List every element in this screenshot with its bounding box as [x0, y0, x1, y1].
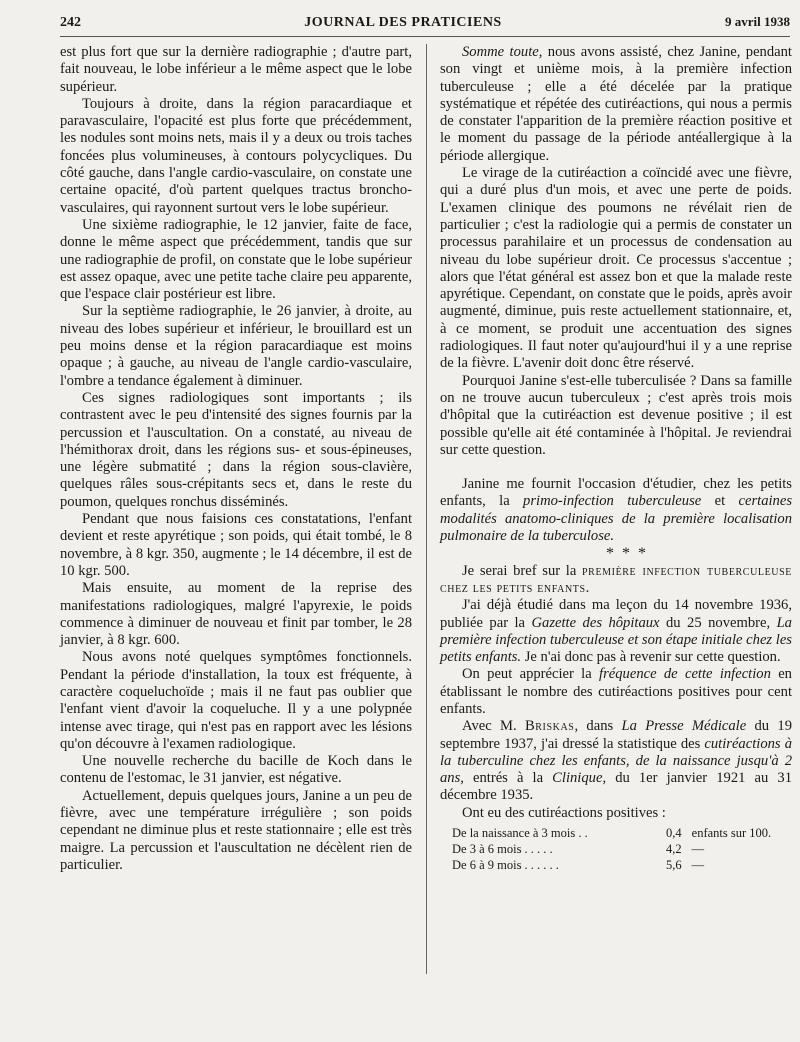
- page-number: 242: [60, 15, 81, 30]
- page-header: [60, 14, 790, 36]
- table-cell: 5,6: [666, 858, 682, 873]
- paragraph: Mais ensuite, au moment de la reprise des manifestations radiologiques, malgré l'apyrexie, le poids commence à diminuer de nouveau et finit par tomber, le 28 janvier, à 8 kgr. 600.: [60, 580, 412, 649]
- paragraph: J'ai déjà étudié dans ma leçon du 14 novembre 1936, publiée par la Gazette des hôpitaux du 25 novembre, La première infection tuberculeuse et son étape initiale chez les petits enfants. Je n'ai donc pas à revenir sur cette question.: [440, 597, 792, 666]
- table-row: [452, 857, 792, 873]
- column-divider: [426, 44, 427, 974]
- paragraph: Nous avons noté quelques symptômes fonctionnels. Pendant la période d'installation, la toux est fréquente, à caractère coqueluchoïde ; mais il ne faut pas oublier que l'enfant vient d'avoir la coqueluche. Il y a une polypnée intense avec tirage, qui n'est pas en rapport avec les lésions qu'on découvre à l'examen radiologique.: [60, 649, 412, 752]
- paragraph: Une sixième radiographie, le 12 janvier, faite de face, donne le même aspect que précédemment, tandis que sur une radiographie de profil, on constate que le lobe supérieur est assez opaque, avec une petite tache claire peu apparente, que l'espace clair postérieur est libre.: [60, 216, 412, 303]
- paragraph-summary: Somme toute, nous avons assisté, chez Janine, pendant son vingt et unième mois, à la première infection tuberculeuse ; elle a été décelée par la pratique systématique et répétée des cutiréactions, qui nous a permis de constater l'apparition de la première réaction positive et le moment du passage de la période antéallergique à la période allergique.: [440, 44, 792, 164]
- left-column: [60, 44, 412, 874]
- paragraph: Sur la septième radiographie, le 26 janvier, à droite, au niveau des lobes supérieur et inférieur, le brouillard est un peu moins dense et la région paracardiaque est moins opaque ; à gauche, au niveau de l'angle cardio-vasculaire, l'ombre a tendance également à diminuer.: [60, 303, 412, 389]
- table-cell: enfants sur 100.: [691, 826, 772, 841]
- paragraph-topic: Janine me fournit l'occasion d'étudier, chez les petits enfants, la primo-infection tuberculeuse et certaines modalités anatomo-cliniques de la première localisation pulmonaire de la tuberculose.: [440, 476, 792, 545]
- paragraph: Je serai bref sur la première infection tuberculeuse chez les petits enfants.: [440, 562, 792, 596]
- italic-lead: Somme toute,: [462, 44, 543, 60]
- paragraph: Ces signes radiologiques sont importants ; ils contrastent avec le peu d'intensité des signes fournis par la percussion et l'auscultation. On a constaté, au niveau de l'hémithorax droit, dans les régions sus- et sous-épineuses, une légère submatité ; dans la région sous-clavière, quelques râles sous-crépitants secs et, dans le reste du poumon, quelques ronchus disséminés.: [60, 389, 412, 510]
- journal-title: JOURNAL DES PRATICIENS: [304, 15, 502, 30]
- table-cell: De la naissance à 3 mois . .: [452, 826, 588, 841]
- table-cell: De 6 à 9 mois . . . . . .: [452, 858, 559, 873]
- paragraph: Actuellement, depuis quelques jours, Janine a un peu de fièvre, avec une température irrégulière ; son poids cependant ne diminue plus et reste stationnaire ; elle est très maigre. La percussion et l'auscultation ne décèlent rien de particulier.: [60, 787, 412, 873]
- paragraph: Avec M. Briskas, dans La Presse Médicale du 19 septembre 1937, j'ai dressé la statistique des cutiréactions à la tuberculine chez les enfants, de la naissance jusqu'à 2 ans, entrés à la Clinique, du 1er janvier 1921 au 31 décembre 1935.: [440, 718, 793, 804]
- paragraph: Pendant que nous faisions ces constatations, l'enfant devient et reste apyrétique ; son poids, qui était tombé, le 8 novembre, à 8 kgr. 350, augmente ; le 14 décembre, il est de 10 kgr. 500.: [60, 511, 412, 579]
- right-column: [440, 44, 792, 873]
- paragraph: Le virage de la cutiréaction a coïncidé avec une fièvre, qui a duré plus d'un mois, et avec une perte de poids. L'examen clinique des poumons ne révélait rien de particulier ; c'est la radiologie qui a permis de constater un processus parahilaire et un processus de condensation au niveau du lobe supérieur droit. Ce processus s'accentue ; alors que l'état général est assez bon et que la malade reste apyrétique. Cependant, on constate que le poids, après avoir augmenté, diminue, puis reste actuellement stationnaire, et, à ce moment, se produit une accentuation des signes radiologiques. Il faut noter qu'aujourd'hui il y a une reprise de la fièvre. L'avenir doit donc être réservé.: [440, 165, 792, 372]
- table-cell: De 3 à 6 mois . . . . .: [452, 842, 553, 857]
- section-title: première infection tuberculeuse chez les petits enfants.: [440, 562, 792, 596]
- table-row: [452, 841, 792, 857]
- table-row: [452, 825, 792, 841]
- paragraph: est plus fort que sur la dernière radiographie ; d'autre part, fait nouveau, le lobe inférieur a le même aspect que le lobe supérieur.: [60, 44, 412, 95]
- paragraph: On peut apprécier la fréquence de cette infection en établissant le nombre des cutiréactions positives pour cent enfants.: [440, 666, 792, 717]
- table-cell: 4,2: [666, 842, 682, 857]
- paragraph: Une nouvelle recherche du bacille de Koch dans le contenu de l'estomac, le 31 janvier, est négative.: [60, 753, 412, 787]
- paragraph: Ont eu des cutiréactions positives :: [462, 804, 666, 821]
- section-separator: * * *: [606, 545, 648, 563]
- issue-date: 9 avril 1938: [724, 14, 790, 29]
- table-cell: —: [691, 842, 705, 857]
- table-cell: —: [691, 858, 705, 873]
- paragraph: Toujours à droite, dans la région paracardiaque et paravasculaire, l'opacité est plus forte que précédemment, les nodules sont moins nets, mais il y a deux ou trois taches foncées plus volumineuses, à contours polycycliques. Du côté gauche, dans l'angle cardio-vasculaire, on constate une certaine opacité, d'où partent quelques tractus broncho-vasculaires, qui rayonnent surtout vers le lobe supérieur.: [60, 95, 412, 216]
- header-rule: [60, 36, 790, 37]
- author-name: Briskas: [524, 718, 575, 735]
- statistics-table: [452, 825, 792, 873]
- table-cell: 0,4: [666, 826, 682, 841]
- paragraph: Pourquoi Janine s'est-elle tuberculisée ? Dans sa famille on ne trouve aucun tuberculeux ; c'est après trois mois d'hôpital que la cutiréaction est devenue positive ; il est possible qu'elle ait été contaminée à l'hôpital. Je reviendrai sur cette question.: [440, 372, 792, 458]
